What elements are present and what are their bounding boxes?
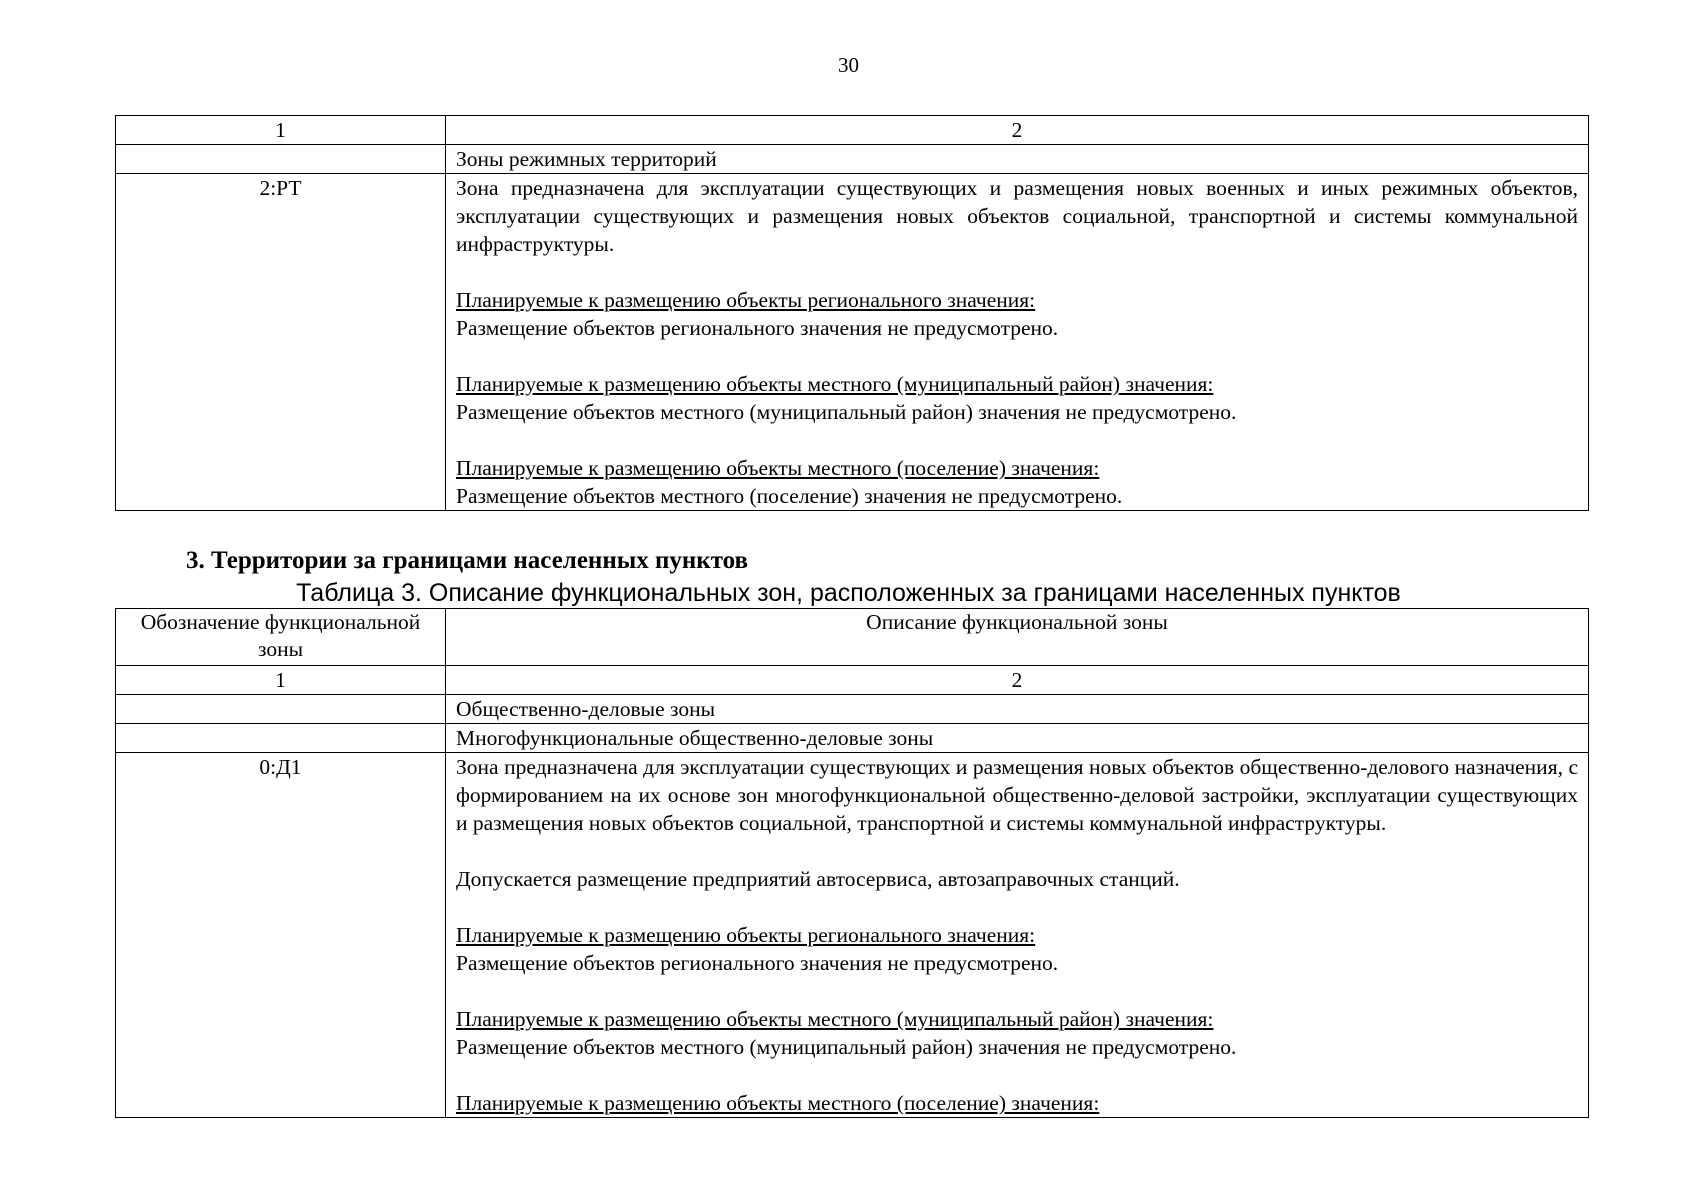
table-row-group	[116, 695, 1589, 724]
table-row-column-numbers	[116, 666, 1589, 695]
column-number-1: 1	[116, 116, 446, 145]
group-title: Общественно-деловые зоны	[446, 695, 1589, 724]
regional-objects-text: Размещение объектов регионального значения не предусмотрено.	[456, 951, 1059, 975]
empty-cell	[116, 695, 446, 724]
table-row-subgroup	[116, 724, 1589, 753]
table-header-row	[116, 609, 1589, 666]
regional-objects-text: Размещение объектов регионального значения не предусмотрено.	[456, 316, 1059, 340]
zone-code: 2:РТ	[116, 174, 446, 511]
regional-objects-heading: Планируемые к размещению объекты регионального значения:	[456, 288, 1036, 312]
table-caption: Таблица 3. Описание функциональных зон, расположенных за границами населенных пунктов	[296, 579, 1401, 607]
zone-code: 0:Д1	[116, 753, 446, 1118]
column-number-1: 1	[116, 666, 446, 695]
zone-description-cell	[446, 753, 1589, 1118]
settlement-objects-text: Размещение объектов местного (поселение) значения не предусмотрено.	[456, 484, 1123, 508]
table-row-column-numbers	[116, 116, 1589, 145]
table-row-group	[116, 145, 1589, 174]
subgroup-title: Многофункциональные общественно-деловые зоны	[446, 724, 1589, 753]
table-row-zone	[116, 753, 1589, 1118]
table-zones-outside-settlements	[115, 608, 1589, 1118]
group-title: Зоны режимных территорий	[446, 145, 1589, 174]
table-zone-descriptions-continued	[115, 115, 1589, 511]
settlement-objects-heading: Планируемые к размещению объекты местного (поселение) значения:	[456, 1091, 1100, 1115]
municipal-objects-heading: Планируемые к размещению объекты местного (муниципальный район) значения:	[456, 372, 1214, 396]
regional-objects-heading: Планируемые к размещению объекты регионального значения:	[456, 923, 1036, 947]
header-zone-designation: Обозначение функциональной зоны	[116, 609, 446, 666]
settlement-objects-heading: Планируемые к размещению объекты местного (поселение) значения:	[456, 456, 1100, 480]
column-number-2: 2	[446, 666, 1589, 695]
empty-cell	[116, 145, 446, 174]
municipal-objects-text: Размещение объектов местного (муниципальный район) значения не предусмотрено.	[456, 400, 1237, 424]
section-heading: 3. Территории за границами населенных пунктов	[186, 547, 749, 574]
municipal-objects-text: Размещение объектов местного (муниципальный район) значения не предусмотрено.	[456, 1035, 1237, 1059]
zone-description-cell	[446, 174, 1589, 511]
empty-cell	[116, 724, 446, 753]
column-number-2: 2	[446, 116, 1589, 145]
table-row-zone	[116, 174, 1589, 511]
page-number: 30	[838, 53, 859, 77]
zone-description: Зона предназначена для эксплуатации существующих и размещения новых объектов общественно-делового назначения, с формированием на их основе зон многофункциональной общественно-деловой застройки, эксплуатации существующих и размещения новых объектов социальной, транспортной и системы коммунальной инфраструктуры.	[456, 755, 1578, 835]
header-zone-description: Описание функциональной зоны	[446, 609, 1589, 666]
municipal-objects-heading: Планируемые к размещению объекты местного (муниципальный район) значения:	[456, 1007, 1214, 1031]
allowed-uses-text: Допускается размещение предприятий автосервиса, автозаправочных станций.	[456, 867, 1180, 891]
zone-description: Зона предназначена для эксплуатации существующих и размещения новых военных и иных режимных объектов, эксплуатации существующих и размещения новых объектов социальной, транспортной и системы коммунальной инфраструктуры.	[456, 176, 1578, 256]
